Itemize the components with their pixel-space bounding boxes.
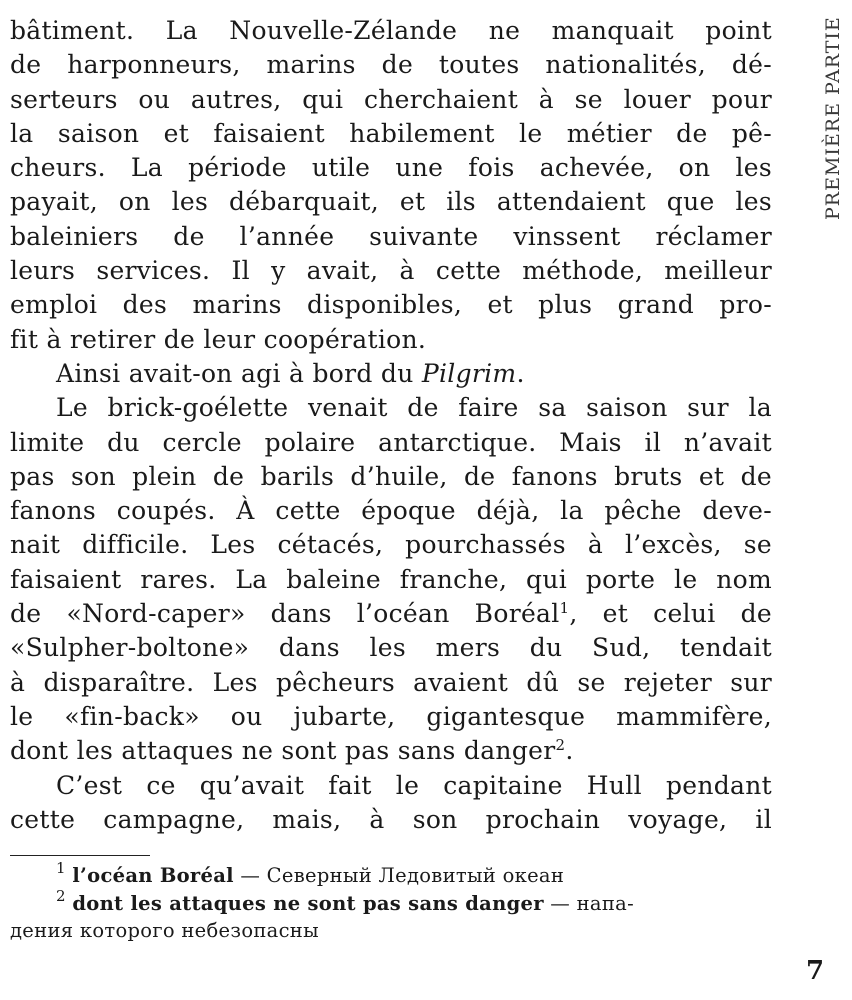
text-line: pas son plein de barils d’huile, de fanons bruts et de bbox=[10, 461, 772, 491]
text-line bbox=[10, 357, 772, 391]
footnote-1 bbox=[10, 859, 772, 890]
running-head-vertical: PREMIÈRE PARTIE bbox=[822, 16, 844, 220]
text-run: Ainsi avait-on agi à bord du bbox=[56, 358, 422, 388]
text-line: serteurs ou autres, qui cherchaient à se louer pour bbox=[10, 84, 772, 114]
footnote-separator: — bbox=[233, 864, 267, 887]
text-run: . bbox=[516, 358, 525, 388]
text-line: la saison et faisaient habilement le métier de pê- bbox=[10, 118, 772, 148]
text-line: cheurs. La période utile une fois achevée, on les bbox=[10, 153, 772, 183]
body-text bbox=[10, 14, 772, 837]
text-line: à disparaître. Les pêcheurs avaient dû se rejeter sur bbox=[10, 667, 772, 697]
footnote-term: l’océan Boréal bbox=[72, 864, 234, 887]
text-line: Le brick-goélette venait de faire sa saison sur la bbox=[56, 393, 772, 423]
text-line: fit à retirer de leur coopération. bbox=[10, 324, 427, 354]
text-line: le «fin-back» ou jubarte, gigantesque mammifère, bbox=[10, 701, 772, 731]
text-line bbox=[10, 734, 772, 768]
text-line: payait, on les débarquait, et ils attendaient que les bbox=[10, 187, 772, 217]
text-line: leurs services. Il y avait, à cette méthode, meilleur bbox=[10, 256, 772, 286]
footnote-2 bbox=[10, 886, 772, 918]
footnotes bbox=[10, 859, 772, 945]
text-run: . bbox=[565, 736, 574, 766]
text-line: limite du cercle polaire antarctique. Mais il n’avait bbox=[10, 427, 772, 457]
text-line: nait difficile. Les cétacés, pourchassés à l’excès, se bbox=[10, 530, 772, 560]
text-line: de harponneurs, marins de toutes nationalités, dé- bbox=[10, 50, 772, 80]
footnote-gloss: напа- bbox=[576, 891, 634, 915]
footnote-2-continuation: дения которого небезопасны bbox=[10, 919, 319, 942]
text-run: de «Nord-caper» dans l’océan Boréal bbox=[10, 599, 560, 629]
text-line: fanons coupés. À cette époque déjà, la pêche deve- bbox=[10, 496, 772, 526]
page-number: 7 bbox=[806, 956, 825, 986]
text-line: C’est ce qu’avait fait le capitaine Hull pendant bbox=[56, 770, 772, 800]
text-line: «Sulpher-boltone» dans les mers du Sud, tendait bbox=[10, 633, 772, 663]
footnote-gloss: Северный Ледовитый океан bbox=[266, 864, 565, 887]
footnote-term: dont les attaques ne sont pas sans danger bbox=[72, 891, 544, 915]
footnote-ref-1: 1 bbox=[559, 599, 570, 618]
text-line: emploi des marins disponibles, et plus grand pro- bbox=[10, 290, 772, 320]
footnote-ref-2: 2 bbox=[555, 736, 566, 755]
footnote-number: 1 bbox=[56, 859, 66, 877]
text-line: bâtiment. La Nouvelle-Zélande ne manquait point bbox=[10, 16, 772, 45]
footnote-separator: — bbox=[543, 891, 577, 915]
text-line: faisaient rares. La baleine franche, qui porte le nom bbox=[10, 564, 772, 594]
footnote-number: 2 bbox=[56, 886, 66, 905]
footnote-rule bbox=[10, 855, 150, 856]
text-run: dont les attaques ne sont pas sans danger bbox=[10, 736, 556, 766]
text-line bbox=[10, 597, 772, 631]
text-run: , et celui de bbox=[569, 599, 772, 629]
text-line: baleiniers de l’année suivante vinssent réclamer bbox=[10, 221, 772, 251]
ship-name-italic: Pilgrim bbox=[421, 358, 517, 388]
text-line: cette campagne, mais, à son prochain voyage, il bbox=[10, 804, 772, 834]
